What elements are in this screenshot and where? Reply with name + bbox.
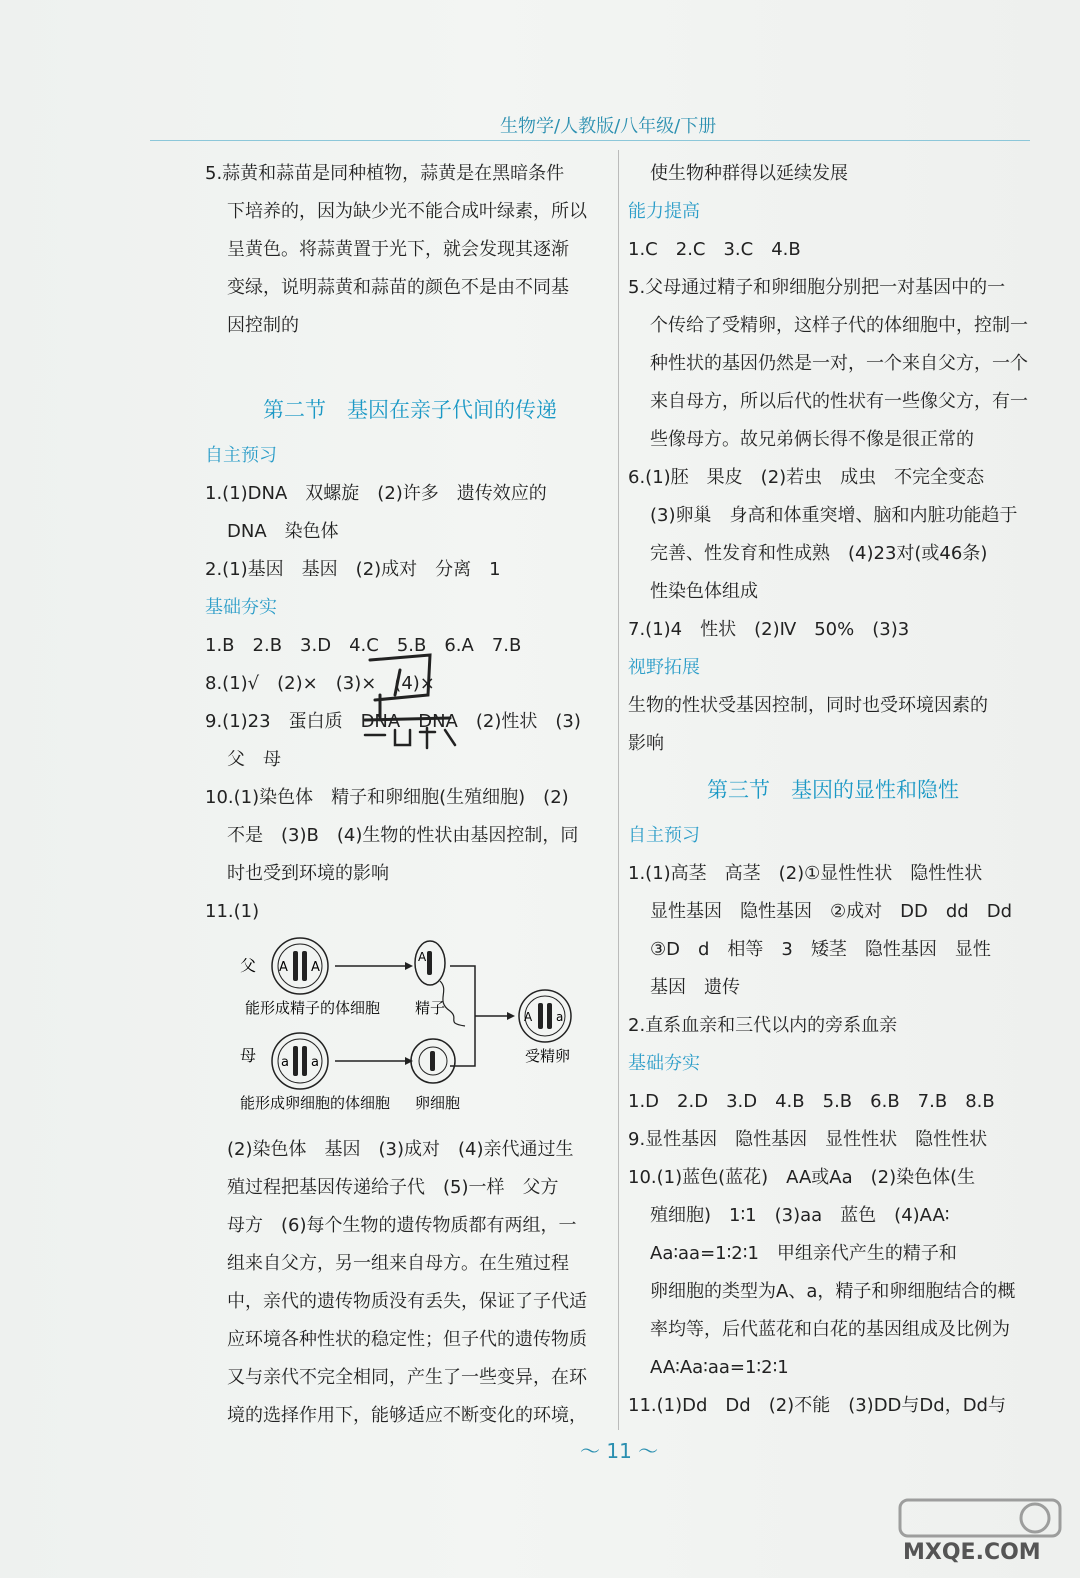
- answer-line: 殖细胞) 1∶1 (3)aa 蓝色 (4)AA∶: [650, 1205, 950, 1226]
- mother-cell-label: 能形成卵细胞的体细胞: [240, 1094, 391, 1112]
- gene-label: A: [418, 950, 427, 964]
- answer-line: 10.(1)蓝色(蓝花) AA或Aa (2)染色体(生: [628, 1167, 976, 1188]
- gene-label: A: [279, 960, 288, 975]
- watermark-glyphs-icon: [895, 1495, 1065, 1540]
- answer-line: (2)染色体 基因 (3)成对 (4)亲代通过生: [227, 1139, 574, 1160]
- arrowhead: [507, 1012, 515, 1020]
- section-title: 第二节 基因在亲子代间的传递: [263, 398, 557, 422]
- gene-label: A: [524, 1010, 533, 1024]
- answer-line: 完善、性发育和性成熟 (4)23对(或46条): [650, 543, 988, 564]
- father-label: 父: [240, 956, 257, 975]
- answer-line: 1.B 2.B 3.D 4.C 5.B 6.A 7.B: [205, 635, 522, 656]
- answer-line: 使生物种群得以延续发展: [650, 163, 848, 184]
- answer-line: 个传给了受精卵，这样子代的体细胞中，控制一: [650, 315, 1028, 336]
- chromosome: [302, 1046, 307, 1076]
- answer-line: 呈黄色。将蒜黄置于光下，就会发现其逐渐: [227, 239, 569, 260]
- answer-line: 母方 (6)每个生物的遗传物质都有两组，一: [227, 1215, 577, 1236]
- gene-label: a: [556, 1010, 564, 1024]
- answer-line: 因控制的: [227, 315, 299, 336]
- watermark-logo: [895, 1495, 1065, 1575]
- answer-line: 显性基因 隐性基因 ②成对 DD dd Dd: [650, 901, 1012, 922]
- answer-line: 变绿，说明蒜黄和蒜苗的颜色不是由不同基: [227, 277, 569, 298]
- subsection-heading: 基础夯实: [628, 1053, 700, 1074]
- chromosome: [293, 1046, 298, 1076]
- gene-label: a: [281, 1055, 289, 1070]
- sperm-label: 精子: [415, 999, 446, 1017]
- answer-line: 11.(1): [205, 901, 260, 922]
- father-cell-label: 能形成精子的体细胞: [245, 999, 381, 1017]
- answer-line: 2.(1)基因 基因 (2)成对 分离 1: [205, 559, 501, 580]
- answer-line: 1.D 2.D 3.D 4.B 5.B 6.B 7.B 8.B: [628, 1091, 995, 1112]
- answer-line: 1.(1)DNA 双螺旋 (2)许多 遗传效应的: [205, 483, 547, 504]
- gene-label: a: [311, 1055, 319, 1070]
- answer-line: 种性状的基因仍然是一对，一个来自父方，一个: [650, 353, 1028, 374]
- answer-line: ③D d 相等 3 矮茎 隐性基因 显性: [650, 939, 991, 960]
- answer-line: 中，亲代的遗传物质没有丢失，保证了子代适: [227, 1291, 587, 1312]
- subsection-heading: 能力提高: [628, 201, 700, 222]
- section-title: 第三节 基因的显性和隐性: [707, 778, 959, 802]
- chromosome: [430, 1051, 435, 1071]
- page-number: ～ 11 ～: [580, 1439, 659, 1463]
- answer-line: 影响: [628, 733, 664, 754]
- answer-line: 基因 遗传: [650, 977, 740, 998]
- column-divider: [618, 150, 619, 1430]
- right-column: [628, 155, 1038, 1425]
- answer-line: 来自母方，所以后代的性状有一些像父方，有一: [650, 391, 1028, 412]
- subsection-heading: 自主预习: [205, 445, 277, 466]
- answer-line: 2.直系血亲和三代以内的旁系血亲: [628, 1015, 898, 1036]
- chromosome: [538, 1003, 543, 1029]
- answer-line: 9.(1)23 蛋白质 DNA DNA (2)性状 (3): [205, 711, 581, 732]
- answer-line: 生物的性状受基因控制，同时也受环境因素的: [628, 695, 988, 716]
- answer-line: 卵细胞的类型为A、a，精子和卵细胞结合的概: [650, 1281, 1016, 1302]
- mother-label: 母: [240, 1046, 257, 1065]
- watermark-text: MXQE.COM: [903, 1540, 1041, 1565]
- header-rule: [150, 140, 1030, 141]
- arrowhead: [405, 962, 413, 970]
- answer-line: 1.(1)高茎 高茎 (2)①显性性状 隐性性状: [628, 863, 983, 884]
- answer-line: (3)卵巢 身高和体重突增、脑和内脏功能趋于: [650, 505, 1018, 526]
- left-column: [205, 155, 615, 1435]
- answer-line: 殖过程把基因传递给子代 (5)一样 父方: [227, 1177, 559, 1198]
- answer-line: 又与亲代不完全相同，产生了一些变异，在环: [227, 1367, 587, 1388]
- answer-line: 组来自父方，另一组来自母方。在生殖过程: [227, 1253, 569, 1274]
- answer-line: 时也受到环境的影响: [227, 863, 389, 884]
- answer-line: 6.(1)胚 果皮 (2)若虫 成虫 不完全变态: [628, 467, 985, 488]
- answer-line: 父 母: [227, 749, 281, 770]
- answer-line: 不是 (3)B (4)生物的性状由基因控制，同: [227, 825, 579, 846]
- spacer: [205, 345, 615, 383]
- answer-line: 下培养的，因为缺少光不能合成叶绿素，所以: [227, 201, 587, 222]
- answer-line: DNA 染色体: [227, 521, 339, 542]
- answer-line: 5.父母通过精子和卵细胞分别把一对基因中的一: [628, 277, 1006, 298]
- answer-line: 7.(1)4 性状 (2)Ⅳ 50% (3)3: [628, 619, 910, 640]
- answer-line: 11.(1)Dd Dd (2)不能 (3)DD与Dd，Dd与: [628, 1395, 1006, 1416]
- answer-line: 1.C 2.C 3.C 4.B: [628, 239, 801, 260]
- chromosome: [293, 951, 298, 981]
- chromosome: [547, 1003, 552, 1029]
- answer-line: 应环境各种性状的稳定性；但子代的遗传物质: [227, 1329, 587, 1350]
- answer-line: AA∶Aa∶aa=1∶2∶1: [650, 1357, 789, 1378]
- answer-line: 境的选择作用下，能够适应不断变化的环境，: [227, 1405, 587, 1426]
- answer-line: 9.显性基因 隐性基因 显性性状 隐性性状: [628, 1129, 988, 1150]
- egg-label: 卵细胞: [415, 1094, 461, 1112]
- inheritance-diagram-svg: [235, 931, 595, 1131]
- subsection-heading: 基础夯实: [205, 597, 277, 618]
- subsection-heading: 自主预习: [628, 825, 700, 846]
- answer-line: Aa∶aa=1∶2∶1 甲组亲代产生的精子和: [650, 1243, 957, 1264]
- answer-line: 8.(1)√ (2)× (3)× (4)×: [205, 673, 435, 694]
- inheritance-diagram: [205, 931, 615, 1131]
- answer-line: 5.蒜黄和蒜苗是同种植物，蒜黄是在黑暗条件: [205, 163, 565, 184]
- answer-line: 率均等，后代蓝花和白花的基因组成及比例为: [650, 1319, 1010, 1340]
- answer-line: 性染色体组成: [650, 581, 758, 602]
- chromosome: [427, 951, 432, 975]
- answer-line: 10.(1)染色体 精子和卵细胞(生殖细胞) (2): [205, 787, 569, 808]
- running-header: 生物学/人教版/八年级/下册: [500, 116, 717, 137]
- subsection-heading: 视野拓展: [628, 657, 700, 678]
- handwritten-scribble: [360, 640, 470, 750]
- chromosome: [302, 951, 307, 981]
- answer-line: 些像母方。故兄弟俩长得不像是很正常的: [650, 429, 974, 450]
- gene-label: A: [311, 960, 320, 975]
- zygote-label: 受精卵: [525, 1047, 571, 1065]
